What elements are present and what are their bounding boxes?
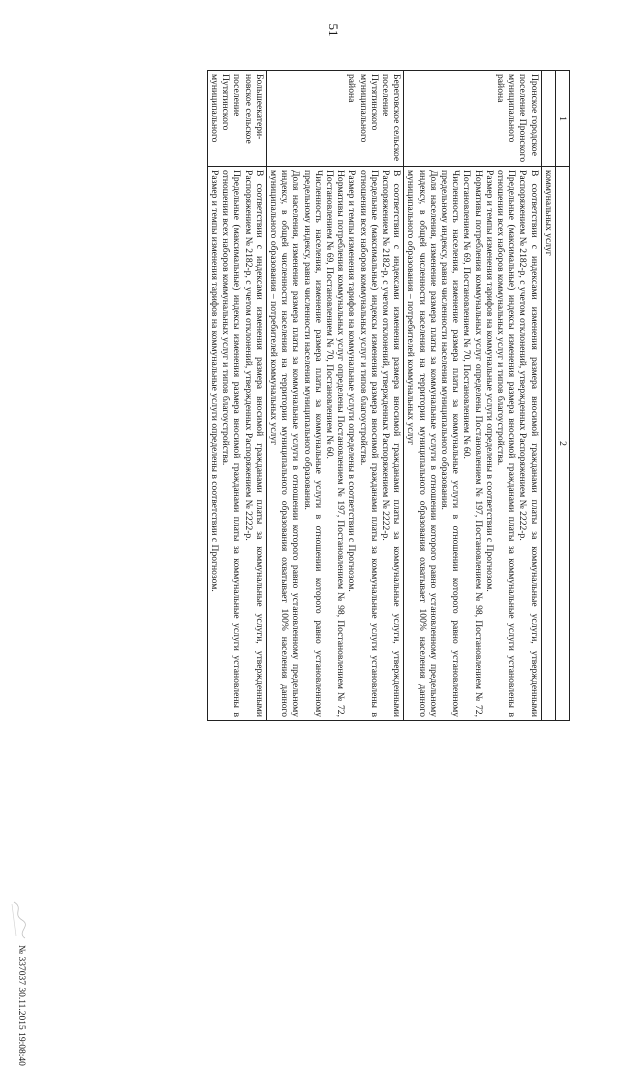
registration-stamp	[0, 900, 28, 1066]
description-line: Численность населения, изменение размера платы за коммунальные услуги в отношении которого равно установленному предельному индексу, равна численности населения муниципального образования.	[438, 170, 462, 717]
stamp-mark-icon	[10, 900, 28, 940]
municipality-cell: Большеекатери-новское сельское поселение Путятинского муниципального	[207, 71, 266, 167]
description-line: В соответствии с индексами изменения размера вносимой гражданами платы за коммунальные услуги, утвержденными Распоряжением № 2182-р, с учетом отклонений, утвержденных Распоряжением № 2222-р.	[379, 170, 403, 717]
municipality-cell: Пронское городское поселение Пронского муниципального района	[404, 71, 541, 167]
description-line: Предельные (максимальные) индексы изменения размера вносимой гражданами платы за коммунальные услуги установлены в отношении всех наборов коммунальных услуг и типов благоустройства.	[220, 170, 243, 717]
municipality-cell: Береговское сельское поселение Путятинского муниципального района	[266, 71, 403, 167]
column-header: 1	[555, 71, 569, 167]
stamp-text: № 337037 30.11.2015 19:08:40	[16, 945, 26, 1066]
table-row	[266, 71, 403, 721]
description-line: Нормативы потребления коммунальных услуг определены Постановлением № 197, Постановлением № 98, Постановлением № 72, Постановлением № 69, Постановлением № 70, Постановлением № 60.	[461, 170, 484, 717]
table-header-row	[555, 71, 569, 721]
page-number: 51	[326, 23, 341, 37]
description-line: Предельные (максимальные) индексы изменения размера вносимой гражданами платы за коммунальные услуги установлены в отношении всех наборов коммунальных услуг и типов благоустройства.	[494, 170, 518, 717]
description-line: Доля населения, изменение размера платы за коммунальные услуги в отношении которого равно установленному предельному индексу, в общей численности населения на территории муниципального образования охватывает 100% населения данного муниципального образования – потребителей коммунальных услуг	[405, 170, 439, 717]
municipality-cell	[541, 71, 555, 167]
description-line: Предельные (максимальные) индексы изменения размера вносимой гражданами платы за коммунальные услуги установлены в отношении всех наборов коммунальных услуг и типов благоустройства.	[357, 170, 380, 717]
description-line: Численность населения, изменение размера платы за коммунальные услуги в отношении которого равно установленному предельному индексу, равна численности населения муниципального образования.	[301, 170, 324, 717]
description-cell	[404, 167, 541, 721]
tariff-table	[207, 70, 570, 721]
rotated-table	[70, 70, 570, 720]
description-cell	[266, 167, 403, 721]
description-line: коммунальных услуг	[542, 170, 554, 256]
table-row	[207, 71, 266, 721]
table-row	[404, 71, 541, 721]
description-cell	[541, 167, 555, 721]
description-line: В соответствии с индексами изменения размера вносимой гражданами платы за коммунальные услуги, утвержденными Распоряжением № 2182-р, с учетом отклонений, утвержденных Распоряжением № 2222-р.	[242, 170, 265, 717]
description-line: Размер и темпы изменения тарифов на коммунальные услуги определены в соответствии с Прогнозом.	[483, 170, 495, 592]
description-line: Размер и темпы изменения тарифов на коммунальные услуги определены в соответствии с Прогнозом.	[346, 170, 358, 592]
description-line: В соответствии с индексами изменения размера вносимой гражданами платы за коммунальные услуги, утвержденными Распоряжением № 2182-р, с учетом отклонений, утвержденных Распоряжением № 2222-р.	[517, 170, 540, 717]
description-line: Доля населения, изменение размера платы за коммунальные услуги в отношении которого равно установленному предельному индексу, в общей численности населения на территории муниципального образования охватывает 100% населения данного муниципального образования – потребителей коммунальных услуг	[267, 170, 302, 717]
table-row	[541, 71, 555, 721]
description-line: Нормативы потребления коммунальных услуг определены Постановлением № 197, Постановлением № 98, Постановлением № 72, Постановлением № 69, Постановлением № 70, Постановлением № 60.	[323, 170, 347, 717]
description-line: Размер и темпы изменения тарифов на коммунальные услуги определены в соответствии с Прогнозом.	[208, 170, 220, 592]
description-cell	[207, 167, 266, 721]
column-header: 2	[555, 167, 569, 721]
